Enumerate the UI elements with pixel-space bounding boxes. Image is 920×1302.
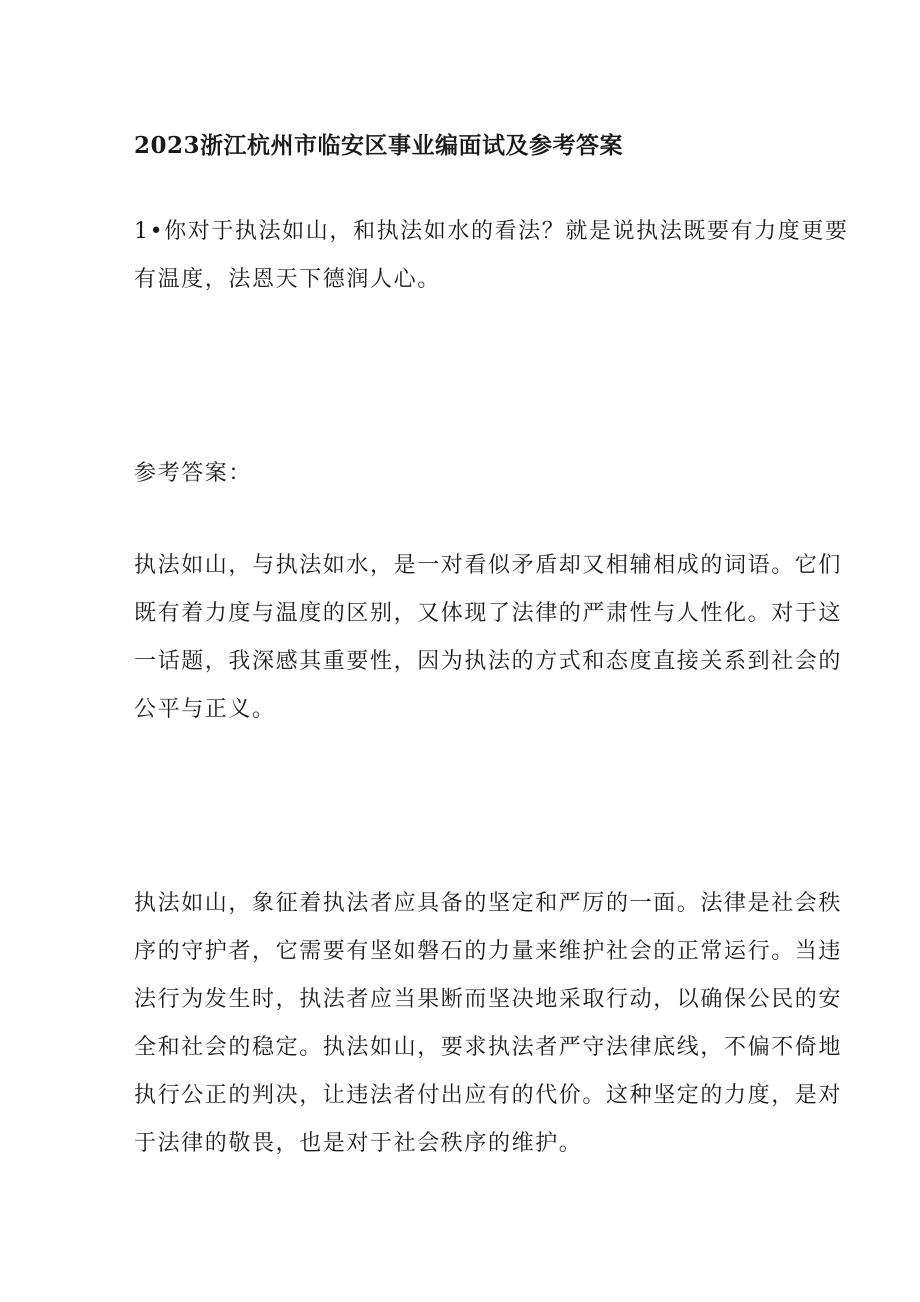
- paragraph-line: 公平与正义。: [134, 697, 276, 722]
- paragraph-line: 执法如山，与执法如水，是一对看似矛盾却又相辅相成的词语。它们: [134, 553, 843, 578]
- answer-label: 参考答案：: [134, 461, 253, 486]
- paragraph-line: 序的守护者，它需要有坚如磐石的力量来维护社会的正常运行。当违: [134, 939, 843, 964]
- question-paragraph: [134, 208, 849, 304]
- question-line: 有温度，法恩天下德润人心。: [134, 267, 441, 292]
- question-line: 1•你对于执法如山，和执法如水的看法？就是说执法既要有力度更要: [134, 219, 849, 244]
- paragraph-line: 全和社会的稳定。执法如山，要求执法者严守法律底线，不偏不倚地: [134, 1035, 843, 1060]
- document-title: 2023浙江杭州市临安区事业编面试及参考答案: [134, 132, 624, 159]
- answer-paragraph: [134, 542, 843, 734]
- paragraph-line: 于法律的敬畏，也是对于社会秩序的维护。: [134, 1131, 583, 1156]
- answer-paragraph: [134, 880, 843, 1168]
- paragraph-line: 既有着力度与温度的区别，又体现了法律的严肃性与人性化。对于这: [134, 601, 843, 626]
- paragraph-line: 法行为发生时，执法者应当果断而坚决地采取行动，以确保公民的安: [134, 987, 843, 1012]
- paragraph-line: 一话题，我深感其重要性，因为执法的方式和态度直接关系到社会的: [134, 649, 843, 674]
- paragraph-line: 执行公正的判决，让违法者付出应有的代价。这种坚定的力度，是对: [134, 1083, 843, 1108]
- paragraph-line: 执法如山，象征着执法者应具备的坚定和严厉的一面。法律是社会秩: [134, 891, 843, 916]
